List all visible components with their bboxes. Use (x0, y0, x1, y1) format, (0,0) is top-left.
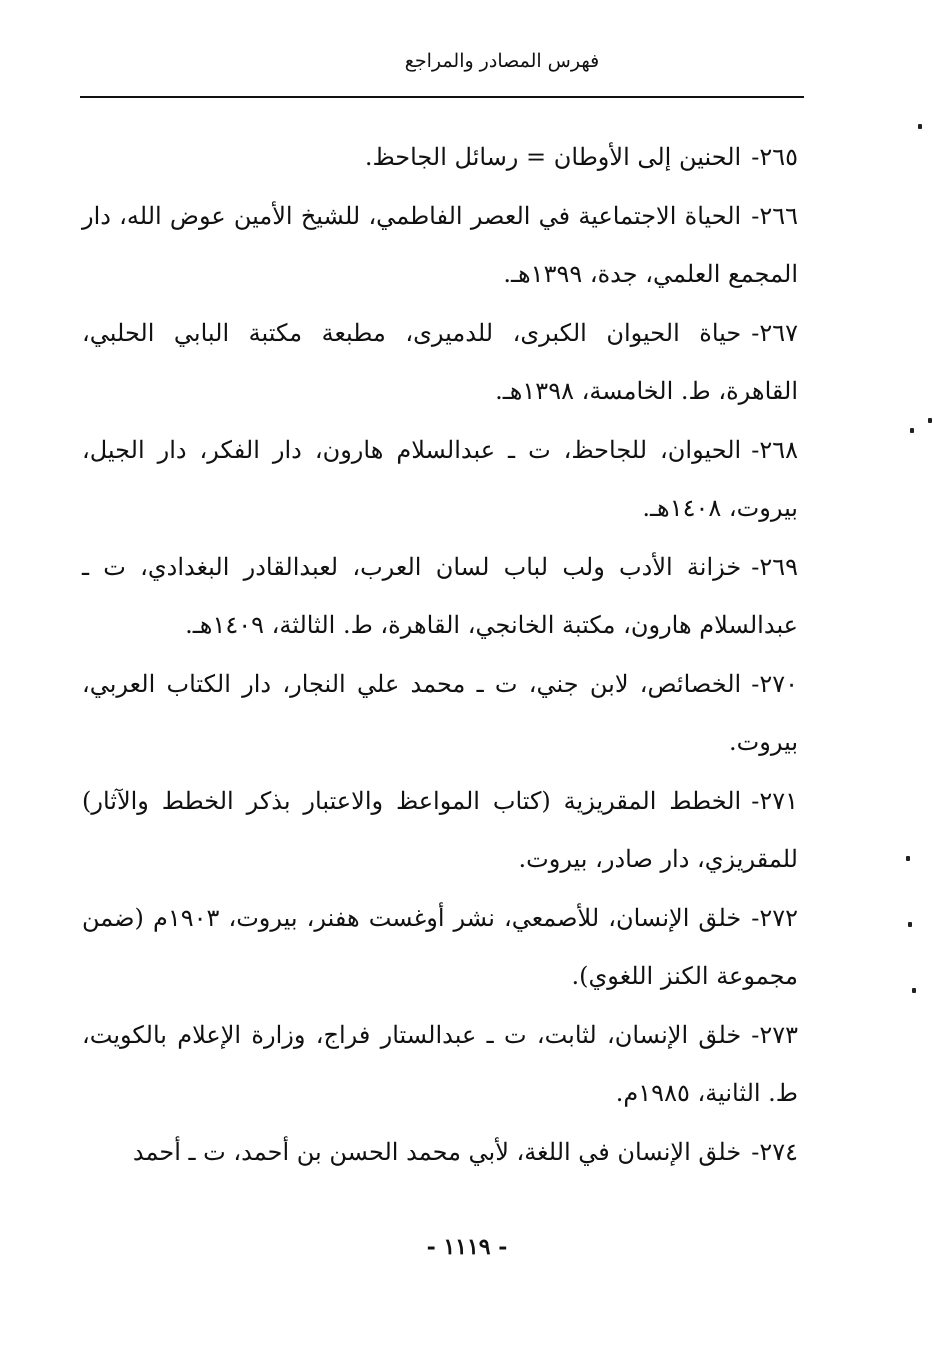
entry-number: ٢٦٦- (751, 201, 798, 230)
bibliography-entry (82, 421, 798, 538)
entry-text: الحياة الاجتماعية في العصر الفاطمي، للشيخ الأمين عوض الله، دار المجمع العلمي، جدة، ١٣٩٩هـ. (82, 201, 798, 288)
entry-number: ٢٧١- (751, 786, 798, 815)
entry-text: الحنين إلى الأوطان = رسائل الجاحظ. (364, 143, 742, 171)
entry-number: ٢٧٠- (751, 669, 798, 698)
bibliography-entry (82, 187, 798, 304)
bibliography-list (82, 128, 798, 1181)
entry-number: ٢٧٣- (751, 1020, 798, 1049)
entry-number: ٢٦٥- (751, 143, 798, 171)
entry-text: خلق الإنسان في اللغة، لأبي محمد الحسن بن أحمد، ت ـ أحمد (132, 1137, 742, 1166)
scan-speck (918, 124, 922, 129)
scan-speck (908, 922, 912, 927)
bibliography-entry (82, 889, 798, 1006)
bibliography-entry (82, 655, 798, 772)
bibliography-entry (82, 538, 798, 655)
entry-number: ٢٧٤- (751, 1137, 798, 1166)
running-head-title: فهرس المصادر والمراجع (404, 50, 600, 72)
scan-speck (910, 428, 914, 433)
entry-text: حياة الحيوان الكبرى، للدميرى، مطبعة مكتبة البابي الحلبي، القاهرة، ط. الخامسة، ١٣٩٨هـ. (82, 318, 798, 405)
entry-text: خزانة الأدب ولب لباب لسان العرب، لعبدالقادر البغدادي، ت ـ عبدالسلام هارون، مكتبة الخانجي، القاهرة، ط. الثالثة، ١٤٠٩هـ. (82, 552, 798, 639)
entry-number: ٢٧٢- (751, 903, 798, 932)
header-rule (80, 96, 804, 98)
scan-speck (912, 988, 916, 993)
scan-speck (906, 856, 910, 861)
entry-text: خلق الإنسان، لثابت، ت ـ عبدالستار فراج، وزارة الإعلام بالكويت، ط. الثانية، ١٩٨٥م. (82, 1020, 798, 1107)
entry-number: ٢٦٩- (751, 552, 799, 581)
bibliography-entry (82, 304, 798, 421)
entry-text: الخطط المقريزية (كتاب المواعظ والاعتبار بذكر الخطط والآثار) للمقريزي، دار صادر، بيروت. (82, 786, 798, 873)
bibliography-entry (82, 128, 798, 187)
bibliography-entry (82, 772, 798, 889)
page-number: - ١١١٩ - (426, 1234, 508, 1260)
bibliography-entry (82, 1123, 798, 1182)
entry-number: ٢٦٨- (751, 435, 798, 464)
entry-text: خلق الإنسان، للأصمعي، نشر أوغست هفنر، بيروت، ١٩٠٣م (ضمن مجموعة الكنز اللغوي). (82, 903, 798, 990)
bibliography-entry (82, 1006, 798, 1123)
entry-text: الخصائص، لابن جني، ت ـ محمد علي النجار، دار الكتاب العربي، بيروت. (82, 669, 798, 756)
entry-number: ٢٦٧- (751, 318, 798, 347)
scan-speck (928, 418, 932, 423)
entry-text: الحيوان، للجاحظ، ت ـ عبدالسلام هارون، دار الفكر، دار الجيل، بيروت، ١٤٠٨هـ. (82, 435, 798, 522)
